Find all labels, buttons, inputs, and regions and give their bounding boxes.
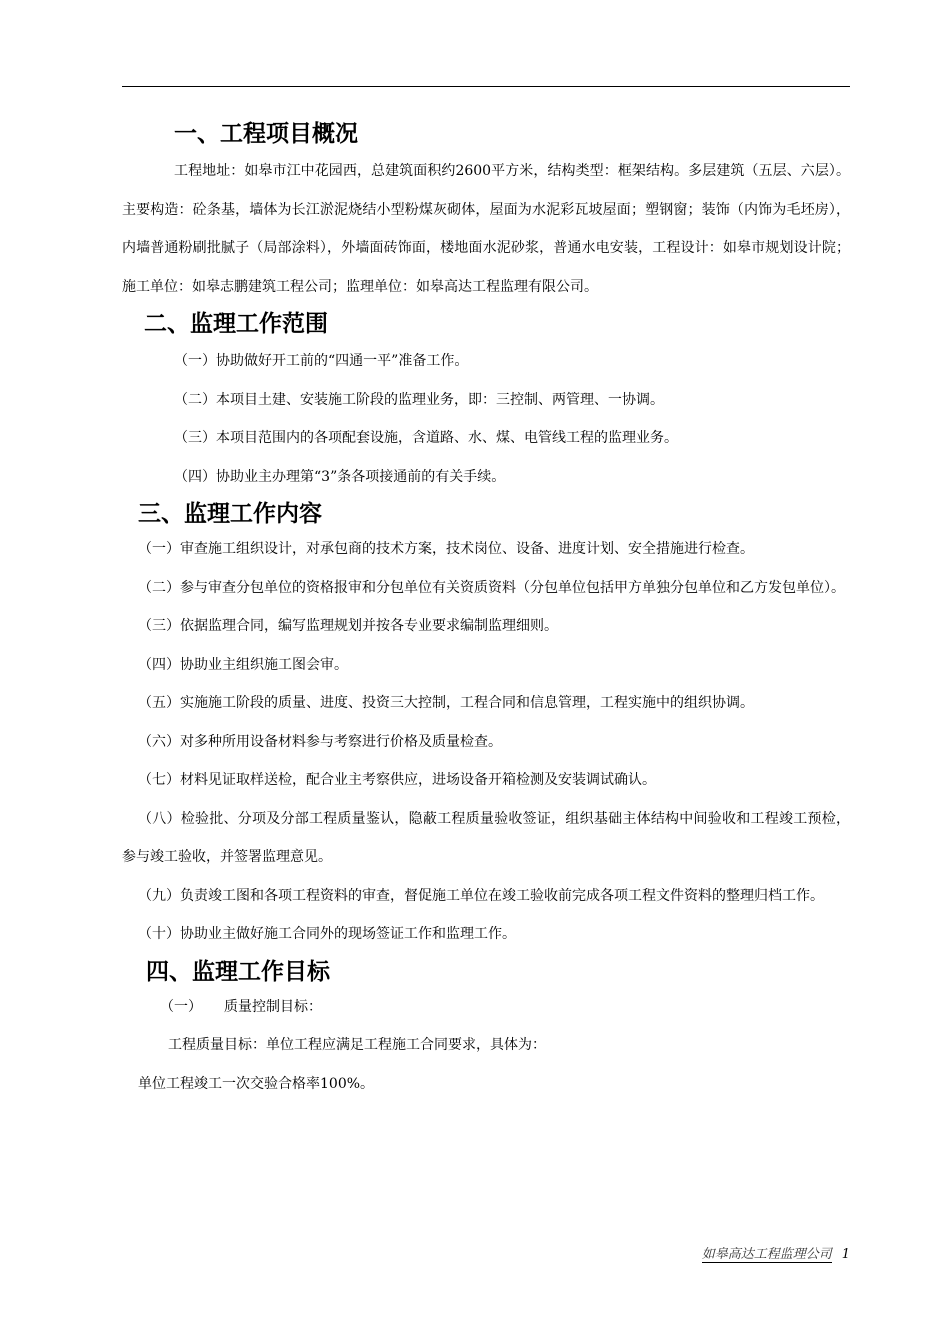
section-heading-scope: 二、监理工作范围 <box>144 311 328 337</box>
content-item: （四）协助业主组织施工图会审。 <box>138 656 348 673</box>
pass-rate-line: 单位工程竣工一次交验合格率100%。 <box>138 1075 375 1092</box>
content-item: （六）对多种所用设备材料参与考察进行价格及质量检查。 <box>138 733 502 750</box>
header-rule <box>122 86 850 87</box>
goal-sub-text: 质量控制目标： <box>224 998 322 1015</box>
goal-sub-label: （一） <box>160 998 202 1015</box>
overview-paragraph: 工程地址：如皋市江中花园西，总建筑面积约2600平方米，结构类型：框架结构。多层建筑（五层、六层）。主要构造：砼条基，墙体为长江淤泥烧结小型粉煤灰砌体，屋面为水泥彩瓦坡屋面；塑钢窗；装饰（内饰为毛坯房），内墙普通粉刷批腻子（局部涂料），外墙面砖饰面，楼地面水泥砂浆，普通水电安装，工程设计：如皋市规划设计院；施工单位：如皋志鹏建筑工程公司；监理单位：如皋高达工程监理有限公司。 <box>122 163 850 295</box>
page-number: 1 <box>841 1247 850 1262</box>
footer-organization: 如皋高达工程监理公司 <box>701 1247 832 1262</box>
scope-item: （一）协助做好开工前的“四通一平”准备工作。 <box>174 353 469 369</box>
content-item: （八）检验批、分项及分部工程质量鉴认，隐蔽工程质量验收签证，组织基础主体结构中间验收和工程竣工预检，参与竣工验收，并签署监理意见。 <box>122 810 850 865</box>
scope-item: （二）本项目土建、安装施工阶段的监理业务，即：三控制、两管理、一协调。 <box>174 391 664 408</box>
section-heading-overview: 一、工程项目概况 <box>174 121 358 147</box>
content-item: （九）负责竣工图和各项工程资料的审查，督促施工单位在竣工验收前完成各项工程文件资料的整理归档工作。 <box>138 887 824 904</box>
content-item: （七）材料见证取样送检，配合业主考察供应，进场设备开箱检测及安装调试确认。 <box>138 772 656 788</box>
document-body <box>122 118 850 1103</box>
content-item: （十）协助业主做好施工合同外的现场签证工作和监理工作。 <box>138 926 516 942</box>
content-item: （五）实施施工阶段的质量、进度、投资三大控制，工程合同和信息管理，工程实施中的组织协调。 <box>138 695 754 711</box>
goal-subheading <box>122 988 850 1027</box>
scope-item: （四）协助业主办理第“3”条各项接通前的有关手续。 <box>174 468 506 485</box>
scope-item: （三）本项目范围内的各项配套设施，含道路、水、煤、电管线工程的监理业务。 <box>174 430 678 446</box>
section-heading-content: 三、监理工作内容 <box>138 501 322 527</box>
page-footer <box>702 1243 850 1262</box>
content-item: （一）审查施工组织设计，对承包商的技术方案，技术岗位、设备、进度计划、安全措施进行检查。 <box>138 541 754 557</box>
quality-goal-line: 工程质量目标：单位工程应满足工程施工合同要求，具体为： <box>168 1037 546 1053</box>
content-item: （二）参与审查分包单位的资格报审和分包单位有关资质资料（分包单位包括甲方单独分包单位和乙方发包单位）。 <box>138 579 845 596</box>
section-heading-goals: 四、监理工作目标 <box>146 958 330 985</box>
content-item: （三）依据监理合同，编写监理规划并按各专业要求编制监理细则。 <box>138 618 558 634</box>
